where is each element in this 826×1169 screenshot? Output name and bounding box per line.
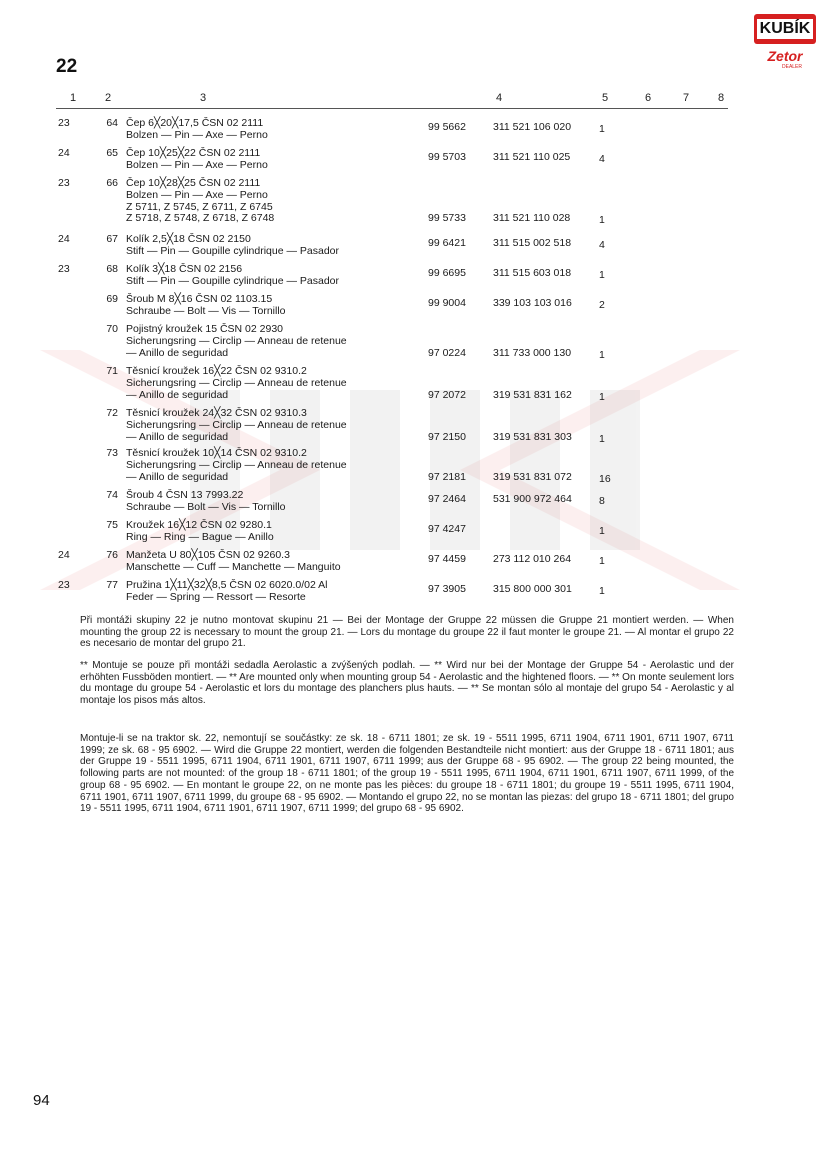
position-number: 70 <box>106 323 118 335</box>
quantity: 2 <box>599 299 605 311</box>
description-line: Bolzen — Pin — Axe — Perno <box>126 188 268 201</box>
old-part-number: 97 4459 <box>428 553 466 565</box>
description-line: Stift — Pin — Goupille cylindrique — Pasador <box>126 274 340 287</box>
position-number: 72 <box>106 407 118 419</box>
description-line: Stift — Pin — Goupille cylindrique — Pasador <box>126 244 340 257</box>
kubik-zetor-logo: KUBÍK Zetor DEALER <box>754 14 816 72</box>
description-line: Kolík 2,5╳18 ČSN 02 2150 <box>126 233 251 245</box>
old-part-number: 99 9004 <box>428 297 466 309</box>
new-part-number: 319 531 831 162 <box>493 388 572 401</box>
new-part-number: 531 900 972 464 <box>493 493 572 505</box>
position-number: 77 <box>106 579 118 591</box>
figure-number: 23 <box>58 579 70 591</box>
description-line: — Anillo de seguridad <box>126 346 229 359</box>
description-line: Čep 10╳28╳25 ČSN 02 2111 <box>126 177 261 189</box>
group-number: 22 <box>56 56 78 77</box>
quantity: 1 <box>599 214 605 227</box>
position-number: 74 <box>106 489 118 501</box>
old-part-number: 97 2072 <box>428 388 466 401</box>
new-part-number: 273 112 010 264 <box>493 553 572 565</box>
column-headers <box>0 92 826 108</box>
quantity: 1 <box>599 555 605 567</box>
quantity: 8 <box>599 495 605 507</box>
description-line: Pružina 1╳11╳32╳8,5 ČSN 02 6020.0/02 Al <box>126 579 328 591</box>
old-part-number: 97 2464 <box>428 493 466 505</box>
position-number: 65 <box>106 147 118 159</box>
description-line: Šroub M 8╳16 ČSN 02 1103.15 <box>126 293 273 305</box>
note-aerolastic: ** Montuje se pouze při montáži sedadla Aerolastic a zvýšených podlah. — ** Wird nur bei der Montage der Gruppe 54 - Aerolastic und der erhöhten Fussböden montiert. — ** Are mounted only when mounting group 54 - Aerolastic and the hightened floors. — ** On monte seulement lors du montage du groupe 54 - Aerolastic et lors du montage des planchers plus hauts. — ** Se montan sólo al montaje del grupo 54 - Aerolastic y al montaje los pisos más altos. <box>80 660 734 707</box>
column-header: 6 <box>645 92 652 104</box>
quantity: 1 <box>599 123 605 135</box>
position-number: 69 <box>106 293 118 305</box>
part-description <box>126 148 416 172</box>
page-number: 94 <box>33 1092 50 1109</box>
position-number: 68 <box>106 263 118 275</box>
note-group-21: Při montáži skupiny 22 je nutno montovat skupinu 21 — Bei der Montage der Gruppe 22 müssen die Gruppe 21 montiert werden. — When mounting the group 22 is necessary to mount the group 21. — Lors du montage du groupe 22 il faut monter le groupe 21. — Al montar el grupo 22 es necesario de montar del grupo 21. <box>80 615 734 650</box>
note-not-mounted-parts: Montuje-li se na traktor sk. 22, nemontují se součástky: ze sk. 18 - 6711 1801; ze sk. 19 - 5511 1995, 6711 1904, 6711 1901, 6711 1907, 6711 1999; ze sk. 68 - 95 6902. — Wird die Gruppe 22 montiert, werden die folgenden Bestandteile nicht montiert: aus der Gruppe 18 - 6711 1801; aus der Gruppe 19 - 5511 1995, 6711 1904, 6711 1901, 6711 1907, 6711 1999; aus der Gruppe 68 - 95 6902. — The group 22 being mounted, the following parts are not mounted: of the group 18 - 6711 1801; of the group 19 - 5511 1995, 6711 1904, 6711 1901, 6711 1907, 6711 1999, of the group 68 - 95 6902. — En montant le groupe 22, on ne monte pas les pièces: du groupe 18 - 6711 1801; du groupe 19 - 5511 1995, 6711 1904, 6711 1901, 6711 1907, 6711 1999, du groupe 68 - 95 6902. — Montando el grupo 22, no se montan las piezas: del grupo 18 - 6711 1801; del grupo 19 - 5511 1995, 6711 1904, 6711 1901, 6711 1907, 6711 1999; del grupo 68 - 95 6902. <box>80 733 734 815</box>
new-part-number: 311 733 000 130 <box>493 346 572 359</box>
figure-number: 23 <box>58 117 70 129</box>
description-line: Šroub 4 ČSN 13 7993.22 <box>126 489 244 501</box>
old-part-number: 97 0224 <box>428 346 466 359</box>
position-number: 76 <box>106 549 118 561</box>
old-part-number: 99 6695 <box>428 267 466 279</box>
part-description <box>126 408 416 443</box>
description-line: Kolík 3╳18 ČSN 02 2156 <box>126 263 243 275</box>
description-line: Feder — Spring — Ressort — Resorte <box>126 590 306 603</box>
old-part-number: 97 3905 <box>428 583 466 595</box>
description-line: Těsnicí kroužek 10╳14 ČSN 02 9310.2 <box>126 447 307 459</box>
description-line: Sicherungsring — Circlip — Anneau de retenue <box>126 418 347 431</box>
figure-number: 24 <box>58 147 70 159</box>
part-description <box>126 324 416 359</box>
part-description <box>126 234 416 258</box>
column-header: 4 <box>496 92 503 104</box>
column-header: 2 <box>105 92 112 104</box>
description-line: Schraube — Bolt — Vis — Tornillo <box>126 304 286 317</box>
description-line: Z 5711, Z 5745, Z 6711, Z 6745 <box>126 200 273 213</box>
new-part-number: 311 515 603 018 <box>493 267 572 279</box>
description-line: — Anillo de seguridad <box>126 430 229 443</box>
part-description <box>126 178 416 225</box>
description-line: Těsnicí kroužek 24╳32 ČSN 02 9310.3 <box>126 407 307 419</box>
old-part-number: 99 5662 <box>428 121 466 133</box>
quantity: 1 <box>599 348 605 361</box>
old-part-number: 97 2150 <box>428 430 466 443</box>
new-part-number: 319 531 831 303 <box>493 430 572 443</box>
position-number: 73 <box>106 447 118 459</box>
part-description <box>126 118 416 142</box>
new-part-number: 311 521 106 020 <box>493 121 572 133</box>
quantity: 4 <box>599 153 605 165</box>
description-line: Sicherungsring — Circlip — Anneau de retenue <box>126 458 347 471</box>
description-line: Z 5718, Z 5748, Z 6718, Z 6748 <box>126 212 275 225</box>
part-description <box>126 550 416 574</box>
quantity: 1 <box>599 525 605 537</box>
description-line: Pojistný kroužek 15 ČSN 02 2930 <box>126 323 284 335</box>
description-line: Schraube — Bolt — Vis — Tornillo <box>126 500 286 513</box>
old-part-number: 99 5703 <box>428 151 466 163</box>
description-line: Bolzen — Pin — Axe — Perno <box>126 158 268 171</box>
header-divider <box>56 108 728 109</box>
description-line: Manschette — Cuff — Manchette — Manguito <box>126 560 341 573</box>
quantity: 1 <box>599 269 605 281</box>
description-line: — Anillo de seguridad <box>126 388 229 401</box>
quantity: 1 <box>599 585 605 597</box>
description-line: — Anillo de seguridad <box>126 470 229 483</box>
part-description <box>126 580 416 604</box>
description-line: Sicherungsring — Circlip — Anneau de retenue <box>126 376 347 389</box>
position-number: 66 <box>106 177 118 189</box>
description-line: Těsnicí kroužek 16╳22 ČSN 02 9310.2 <box>126 365 307 377</box>
new-part-number: 339 103 103 016 <box>493 297 572 309</box>
figure-number: 23 <box>58 177 70 189</box>
old-part-number: 97 4247 <box>428 523 466 535</box>
position-number: 64 <box>106 117 118 129</box>
figure-number: 23 <box>58 263 70 275</box>
old-part-number: 99 6421 <box>428 237 466 249</box>
description-line: Ring — Ring — Bague — Anillo <box>126 530 274 543</box>
new-part-number: 311 521 110 025 <box>493 151 571 163</box>
new-part-number: 319 531 831 072 <box>493 470 572 483</box>
part-description <box>126 366 416 401</box>
figure-number: 24 <box>58 549 70 561</box>
position-number: 67 <box>106 233 118 245</box>
part-description <box>126 294 416 318</box>
position-number: 71 <box>106 365 118 377</box>
description-line: Sicherungsring — Circlip — Anneau de retenue <box>126 334 347 347</box>
column-header: 1 <box>70 92 77 104</box>
description-line: Manžeta U 80╳105 ČSN 02 9260.3 <box>126 549 290 561</box>
description-line: Kroužek 16╳12 ČSN 02 9280.1 <box>126 519 272 531</box>
quantity: 4 <box>599 239 605 251</box>
new-part-number: 315 800 000 301 <box>493 583 572 595</box>
old-part-number: 97 2181 <box>428 470 466 483</box>
new-part-number: 311 521 110 028 <box>493 212 571 225</box>
column-header: 3 <box>200 92 207 104</box>
quantity: 1 <box>599 432 605 445</box>
part-description <box>126 448 416 483</box>
position-number: 75 <box>106 519 118 531</box>
description-line: Čep 6╳20╳17,5 ČSN 02 2111 <box>126 117 264 129</box>
part-description <box>126 490 416 514</box>
quantity: 1 <box>599 390 605 403</box>
part-description <box>126 520 416 544</box>
column-header: 5 <box>602 92 609 104</box>
quantity: 16 <box>599 472 611 485</box>
old-part-number: 99 5733 <box>428 212 466 225</box>
part-description <box>126 264 416 288</box>
description-line: Čep 10╳25╳22 ČSN 02 2111 <box>126 147 261 159</box>
description-line: Bolzen — Pin — Axe — Perno <box>126 128 268 141</box>
column-header: 8 <box>718 92 725 104</box>
figure-number: 24 <box>58 233 70 245</box>
new-part-number: 311 515 002 518 <box>493 237 572 249</box>
column-header: 7 <box>683 92 690 104</box>
